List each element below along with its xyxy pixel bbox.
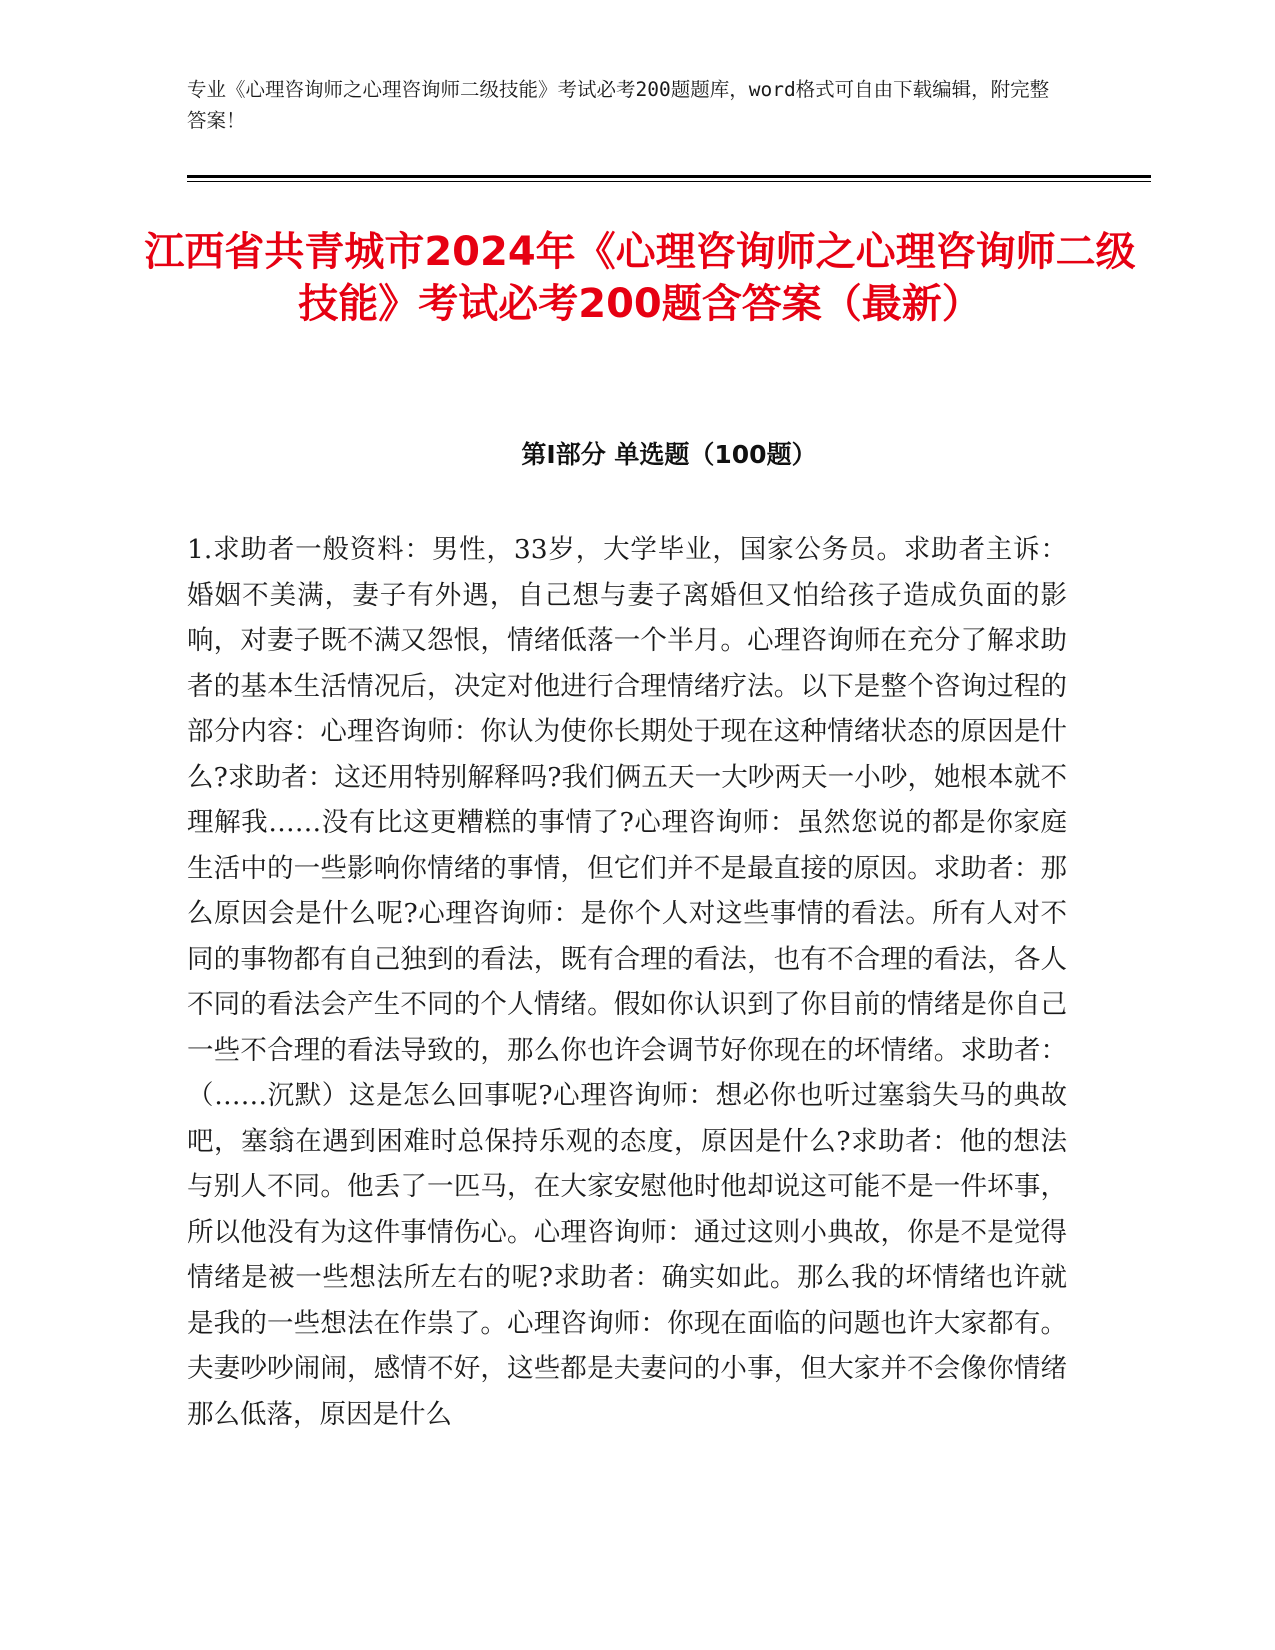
document-title: 江西省共青城市2024年《心理咨询师之心理咨询师二级技能》考试必考200题含答案（最新） <box>144 229 1136 327</box>
header-divider-thin <box>187 181 1151 182</box>
header-note: 专业《心理咨询师之心理咨询师二级技能》考试必考200题题库，word格式可自由下载编辑，附完整答案！ <box>187 78 1050 132</box>
section-title: 第Ⅰ部分 单选题（100题） <box>521 440 817 469</box>
question-text: 1.求助者一般资料：男性，33岁，大学毕业，国家公务员。求助者主诉：婚姻不美满，妻子有外遇，自己想与妻子离婚但又怕给孩子造成负面的影响，对妻子既不满又怨恨，情绪低落一个半月。心理咨询师在充分了解求助者的基本生活情况后，决定对他进行合理情绪疗法。以下是整个咨询过程的部分内容：心理咨询师：你认为使你长期处于现在这种情绪状态的原因是什么?求助者：这还用特别解释吗?我们俩五天一大吵两天一小吵，她根本就不理解我……没有比这更糟糕的事情了?心理咨询师：虽然您说的都是你家庭生活中的一些影响你情绪的事情，但它们并不是最直接的原因。求助者：那么原因会是什么呢?心理咨询师：是你个人对这些事情的看法。所有人对不同的事物都有自己独到的看法，既有合理的看法，也有不合理的看法，各人不同的看法会产生不同的个人情绪。假如你认识到了你目前的情绪是你自己一些不合理的看法导致的，那么你也许会调节好你现在的坏情绪。求助者：（……沉默）这是怎么回事呢?心理咨询师：想必你也听过塞翁失马的典故吧，塞翁在遇到困难时总保持乐观的态度，原因是什么?求助者：他的想法与别人不同。他丢了一匹马，在大家安慰他时他却说这可能不是一件坏事，所以他没有为这件事情伤心。心理咨询师：通过这则小典故，你是不是觉得情绪是被一些想法所左右的呢?求助者：确实如此。那么我的坏情绪也许就是我的一些想法在作祟了。心理咨询师：你现在面临的问题也许大家都有。夫妻吵吵闹闹，感情不好，这些都是夫妻问的小事，但大家并不会像你情绪那么低落，原因是什么 <box>187 534 1067 1430</box>
header-divider-thick <box>187 175 1151 178</box>
